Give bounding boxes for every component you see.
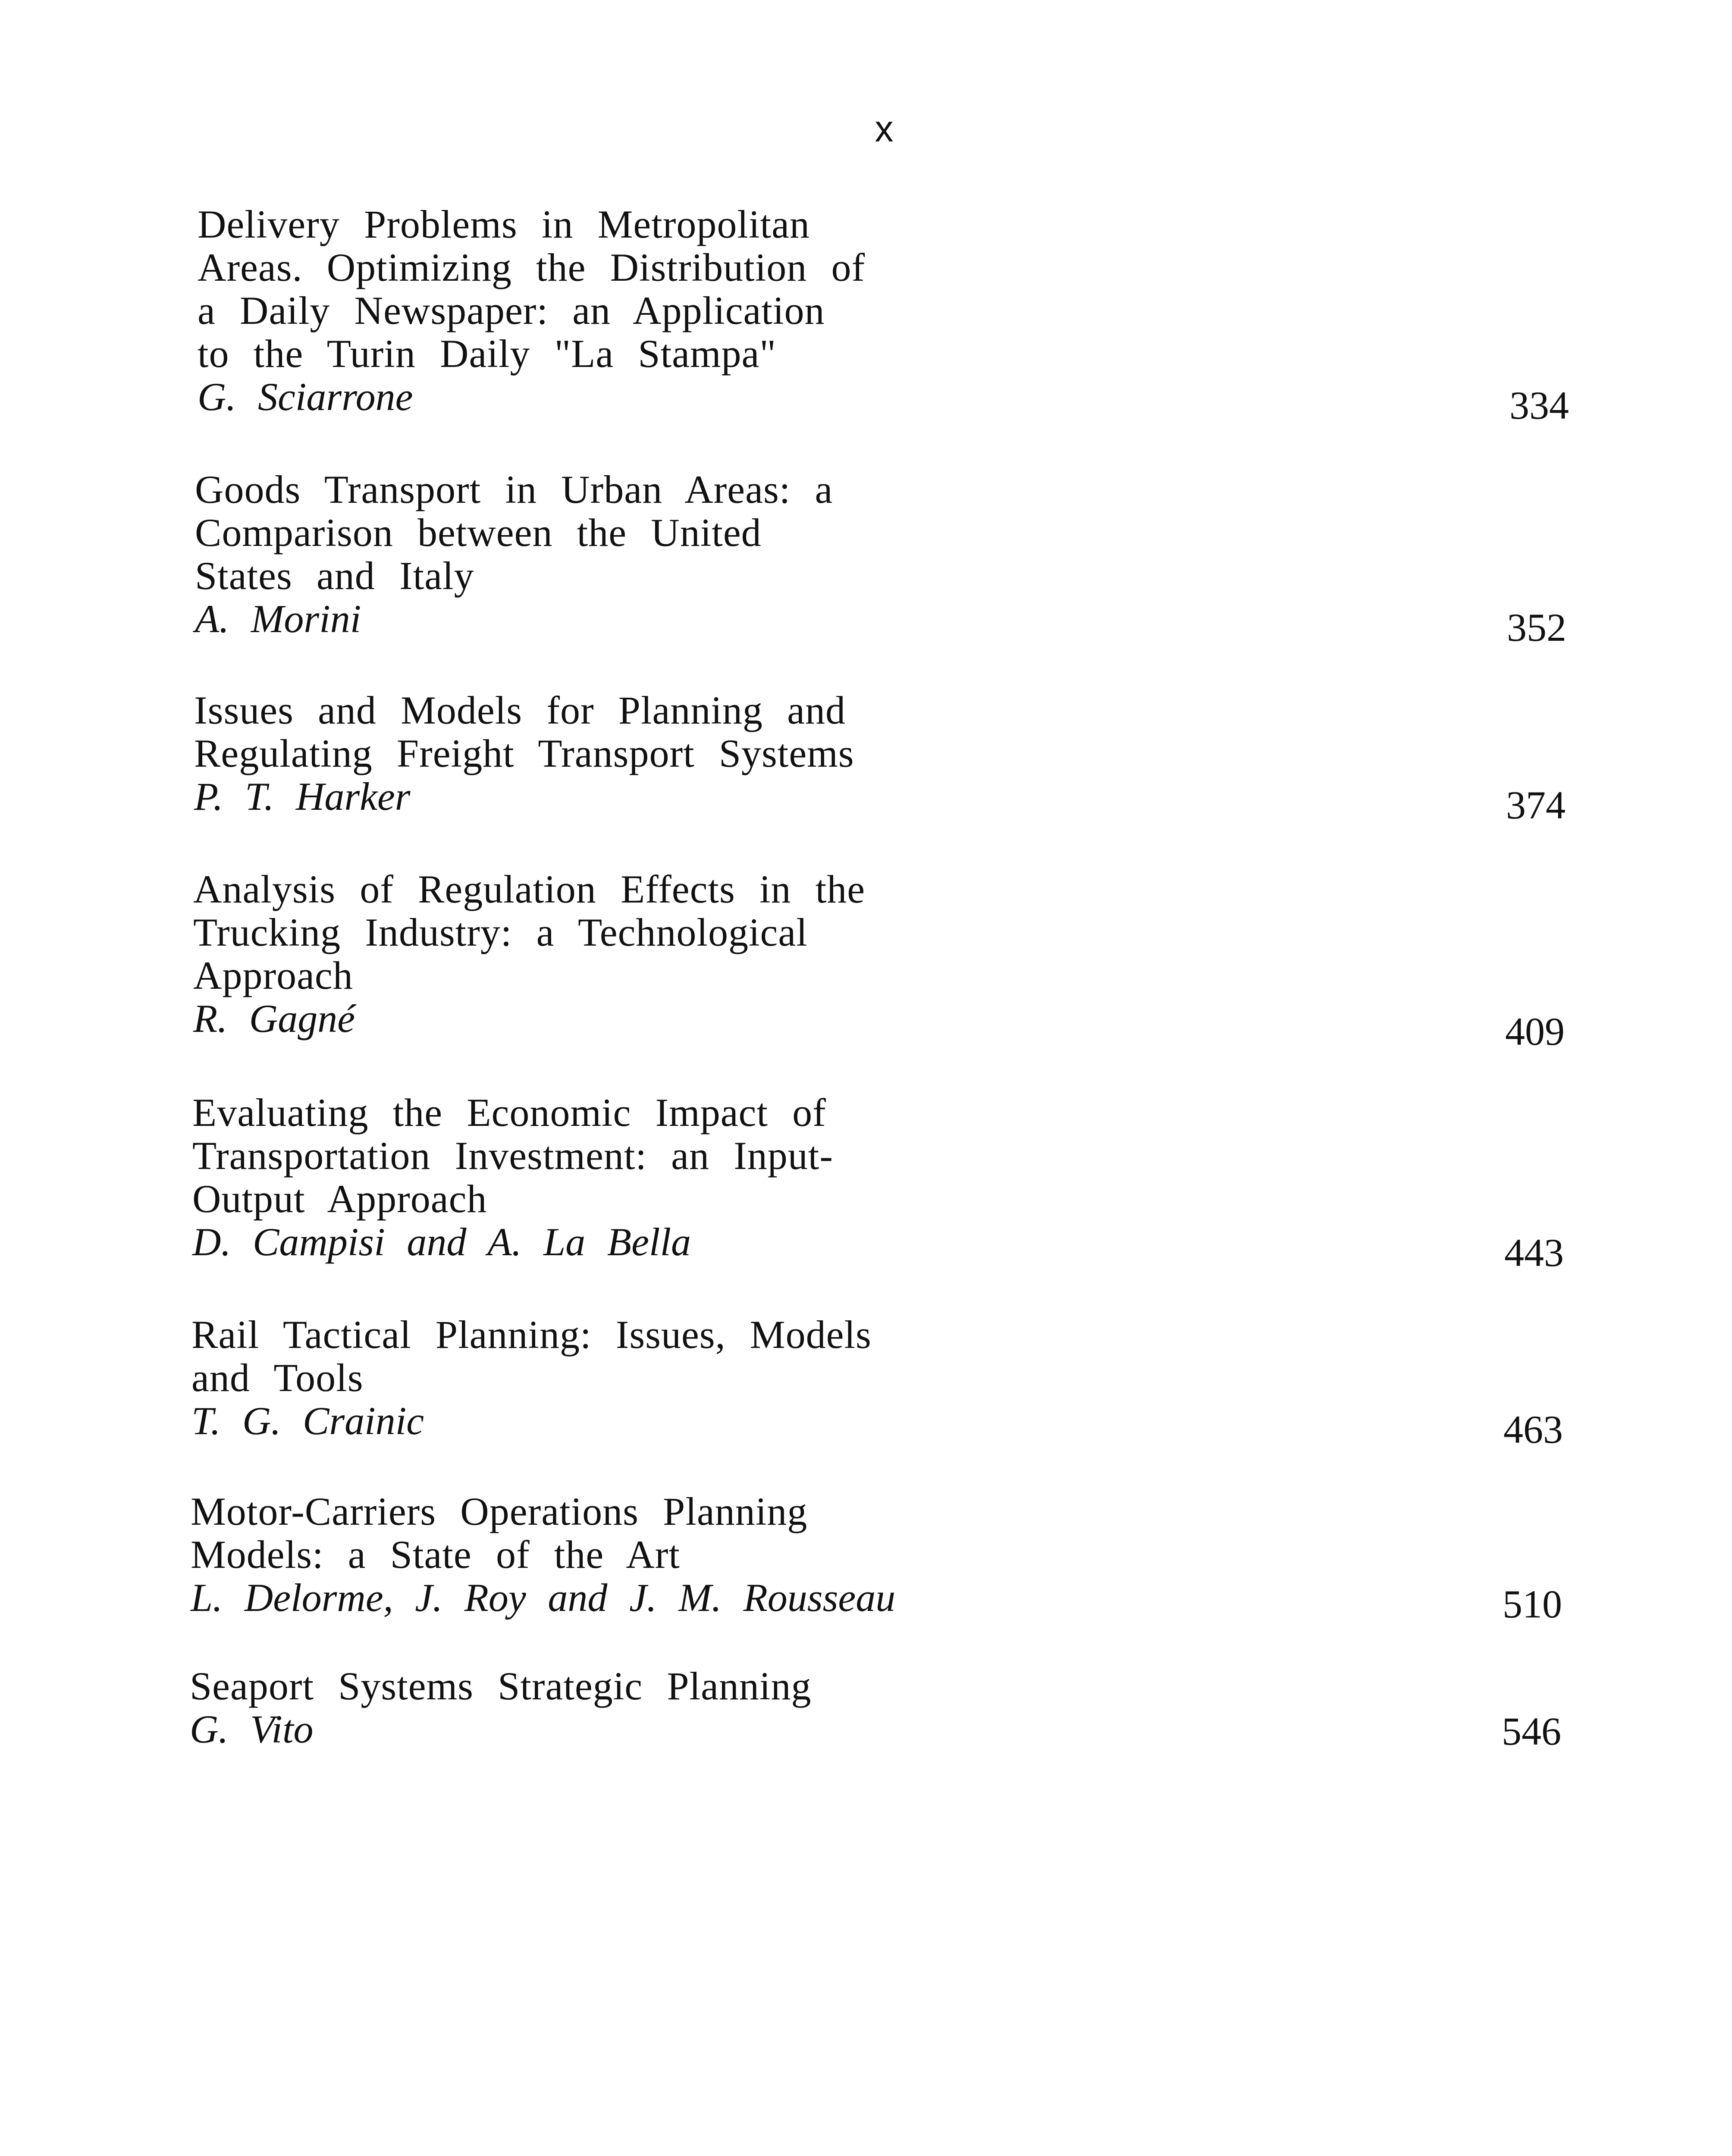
toc-entry	[194, 689, 1566, 887]
toc-entry	[191, 1490, 1562, 1688]
toc-entry	[190, 1664, 1561, 1863]
entry-authors: T. G. Crainic	[191, 1399, 424, 1443]
entry-page-number: 443	[1504, 1231, 1564, 1275]
entry-authors: G. Vito	[190, 1707, 314, 1751]
entry-title-line: Motor-Carriers Operations Planning	[191, 1489, 808, 1533]
entry-title-line: Approach	[193, 953, 353, 997]
entry-authors: P. T. Harker	[194, 774, 411, 818]
entry-title-line: Regulating Freight Transport Systems	[194, 731, 854, 775]
entry-title-line: Comparison between the United	[195, 511, 762, 555]
entry-authors: D. Campisi and A. La Bella	[192, 1220, 691, 1264]
entry-authors: R. Gagné	[193, 997, 355, 1040]
entry-authors: G. Sciarrone	[198, 375, 413, 419]
entry-title-line: Issues and Models for Planning and	[194, 688, 846, 732]
toc-entry	[195, 468, 1566, 666]
entry-title-line: to the Turin Daily "La Stampa"	[198, 332, 776, 376]
entry-page-number: 546	[1502, 1709, 1561, 1753]
entry-authors: L. Delorme, J. Roy and J. M. Rousseau	[191, 1576, 896, 1620]
entry-title-line: Evaluating the Economic Impact of	[192, 1091, 826, 1134]
entry-title-line: Output Approach	[192, 1177, 487, 1221]
entry-page-number: 352	[1507, 605, 1566, 649]
toc-entry	[191, 1313, 1563, 1511]
entry-title-line: and Tools	[191, 1356, 364, 1400]
entry-title-line: a Daily Newspaper: an Application	[198, 288, 825, 332]
entry-title-line: Trucking Industry: a Technological	[193, 910, 808, 954]
entry-page-number: 510	[1503, 1582, 1562, 1626]
entry-title-line: Rail Tactical Planning: Issues, Models	[191, 1313, 872, 1357]
entry-page-number: 463	[1503, 1407, 1563, 1451]
toc-entry	[193, 868, 1565, 1066]
entry-title-line: States and Italy	[195, 554, 474, 598]
entry-authors: A. Morini	[195, 597, 361, 641]
entry-page-number: 374	[1506, 783, 1566, 827]
toc-entry	[192, 1091, 1564, 1289]
entry-title-line: Delivery Problems in Metropolitan	[198, 202, 810, 246]
entry-page-number: 334	[1509, 383, 1569, 427]
page-number: x	[875, 108, 894, 150]
entry-page-number: 409	[1505, 1009, 1565, 1053]
toc-entry	[198, 202, 1569, 427]
entry-title-line: Areas. Optimizing the Distribution of	[198, 245, 866, 289]
entry-title-line: Goods Transport in Urban Areas: a	[195, 467, 833, 511]
entry-title-line: Analysis of Regulation Effects in the	[193, 867, 866, 911]
entry-title-line: Seaport Systems Strategic Planning	[190, 1664, 812, 1708]
entry-title-line: Transportation Investment: an Input-	[192, 1134, 834, 1178]
entry-title-line: Models: a State of the Art	[191, 1532, 680, 1576]
